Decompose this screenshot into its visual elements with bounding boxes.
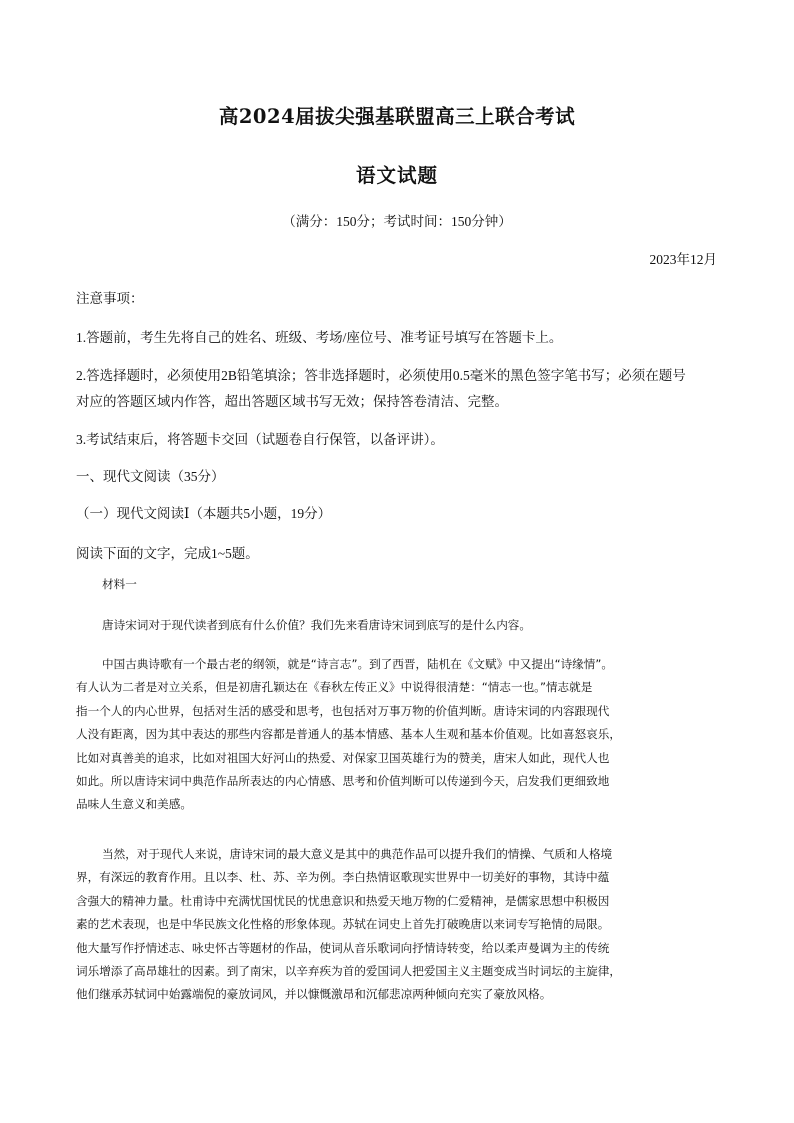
notice-item-2-line-1: 2.答选择题时，必须使用2B铅笔填涂；答非选择题时，必须使用0.5毫米的黑色签字笔书写；必须在题号 bbox=[76, 368, 686, 383]
intro-block bbox=[76, 614, 720, 637]
score-time-note: （满分：150分；考试时间：150分钟） bbox=[282, 214, 512, 229]
paragraph-1-line: 有人认为二者是对立关系，但是初唐孔颖达在《春秋左传正义》中说得很清楚：“情志一也。”情志就是 bbox=[76, 680, 593, 695]
paragraph-1-line: 比如对真善美的追求，比如对祖国大好河山的热爱、对保家卫国英雄行为的赞美，唐宋人如此，现代人也 bbox=[76, 750, 610, 765]
exam-title: 高2024届拔尖强基联盟高三上联合考试 bbox=[218, 105, 576, 128]
section-heading: 一、现代文阅读（35分） bbox=[76, 469, 225, 484]
paragraph-2-line: 界，有深远的教育作用。且以李、杜、苏、辛为例。李白热情讴歌现实世界中一切美好的事物，其诗中蕴 bbox=[76, 870, 610, 885]
subject-title: 语文试题 bbox=[355, 164, 438, 187]
paragraph-2-line: 素的艺术表现，也是中华民族文化性格的形象体现。苏轼在词史上首先打破晚唐以来词专写艳情的局限。 bbox=[76, 917, 610, 932]
paragraph-1 bbox=[76, 653, 720, 817]
sub-section-heading: （一）现代文阅读Ⅰ（本题共5小题，19分） bbox=[76, 506, 332, 521]
paragraph-2-line: 他大量写作抒情述志、咏史怀古等题材的作品，使词从音乐歌词向抒情诗转变，给以柔声曼调为主的传统 bbox=[76, 940, 610, 955]
reading-instruction: 阅读下面的文字，完成1~5题。 bbox=[76, 546, 259, 561]
paragraph-2-line: 他们继承苏轼词中始露端倪的豪放词风，并以慷慨激昂和沉郁悲凉两种倾向充实了豪放风格。 bbox=[76, 987, 552, 1002]
exam-date: 2023年12月 bbox=[649, 252, 717, 267]
material-label-block bbox=[76, 573, 720, 596]
notice-heading: 注意事项： bbox=[76, 291, 144, 306]
notice-item-3: 3.考试结束后，将答题卡交回（试题卷自行保管，以备评讲）。 bbox=[76, 432, 444, 447]
notice-item-2-line-2: 对应的答题区域内作答，超出答题区域书写无效；保持答卷清洁、完整。 bbox=[76, 394, 508, 409]
material-label: 材料一 bbox=[102, 577, 137, 591]
paragraph-2-line: 当然，对于现代人来说，唐诗宋词的最大意义是其中的典范作品可以提升我们的情操、气质和人格境 bbox=[102, 847, 613, 861]
paragraph-1-line: 品味人生意义和美感。 bbox=[76, 797, 192, 812]
paragraph-1-line: 人没有距离，因为其中表达的那些内容都是普通人的基本情感、基本人生观和基本价值观。比如喜怒哀乐， bbox=[76, 727, 621, 742]
paragraph-2 bbox=[76, 843, 720, 1007]
paragraph-1-line: 指一个人的内心世界，包括对生活的感受和思考，也包括对万事万物的价值判断。唐诗宋词的内容跟现代 bbox=[76, 703, 610, 718]
notice-item-1: 1.答题前，考生先将自己的姓名、班级、考场/座位号、准考证号填写在答题卡上。 bbox=[76, 330, 563, 345]
paragraph-2-line: 词乐增添了高昂雄壮的因素。到了南宋，以辛弃疾为首的爱国词人把爱国主义主题变成当时词坛的主旋律， bbox=[76, 964, 621, 979]
paragraph-2-line: 含强大的精神力量。杜甫诗中充满忧国忧民的忧患意识和热爱天地万物的仁爱精神，是儒家思想中积极因 bbox=[76, 893, 610, 908]
material-intro: 唐诗宋词对于现代读者到底有什么价值？我们先来看唐诗宋词到底写的是什么内容。 bbox=[102, 618, 531, 632]
paragraph-1-line: 如此。所以唐诗宋词中典范作品所表达的内心情感、思考和价值判断可以传递到今天，启发我们更细致地 bbox=[76, 774, 610, 789]
paragraph-1-line: 中国古典诗歌有一个最古老的纲领，就是“诗言志”。到了西晋，陆机在《文赋》中又提出“诗缘情”。 bbox=[102, 657, 613, 671]
